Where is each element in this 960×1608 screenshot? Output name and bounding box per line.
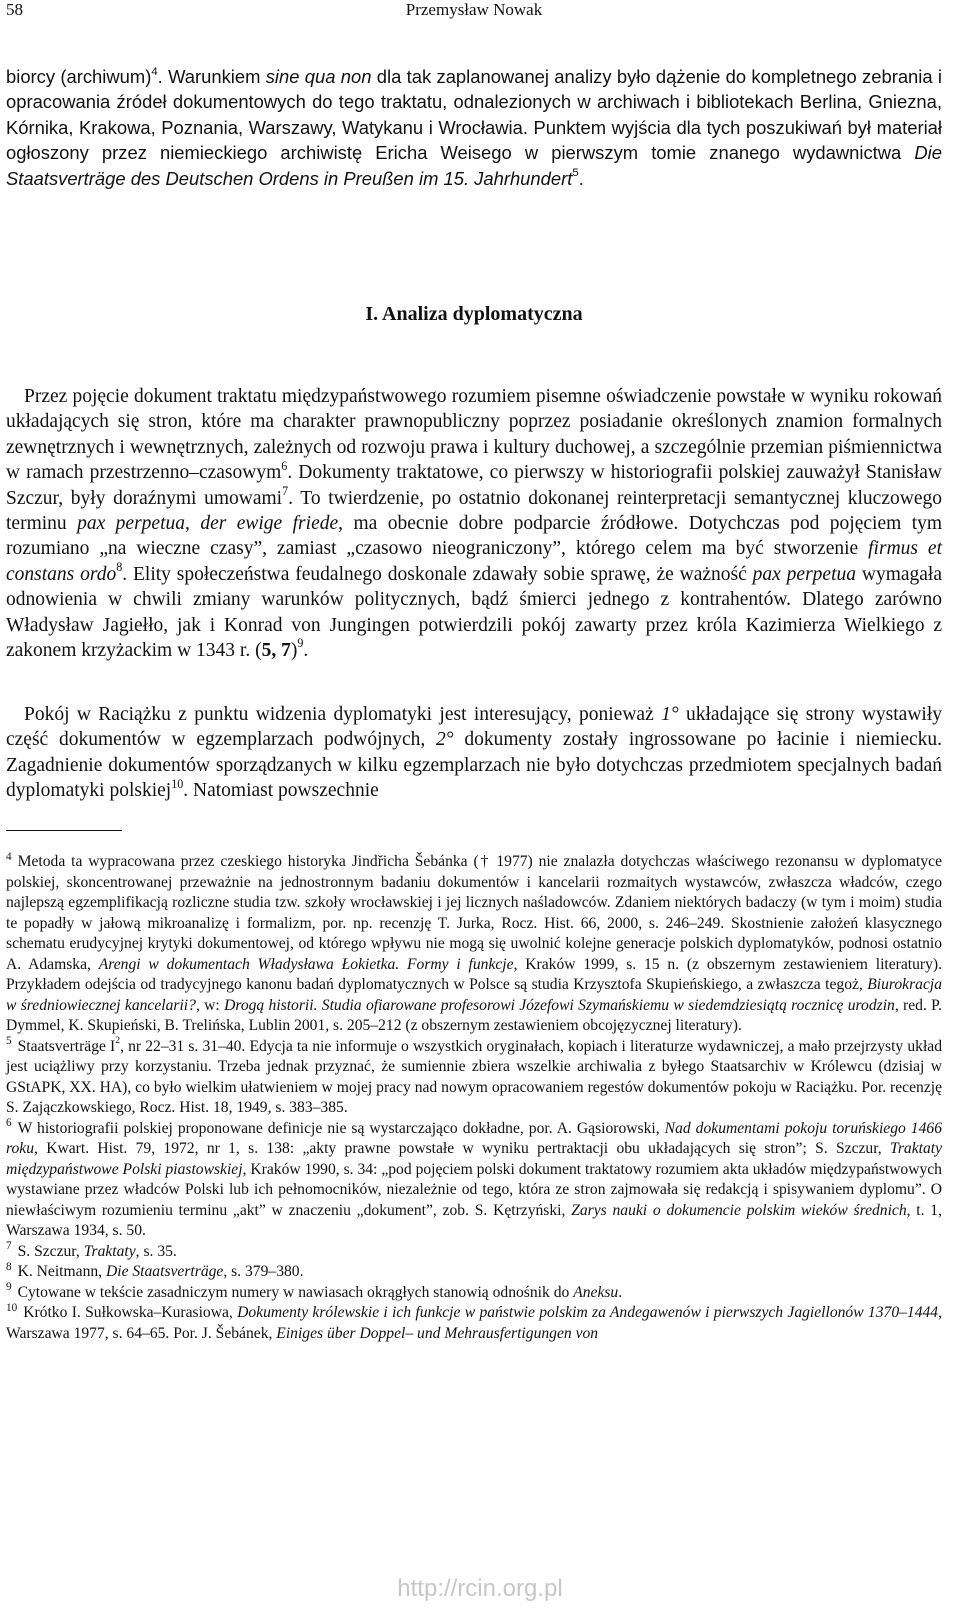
- footnote-ref-8[interactable]: 8: [116, 560, 123, 575]
- footnote-9: $^9$ Cytowane w tekście zasadniczym numery w nawiasach okrągłych stanowią odnośnik do Aneksu.: [6, 1281, 623, 1301]
- intro-paragraph: biorcy (archiwum)$^4$. Warunkiem sine qua non dla tak zaplanowanej analizy było dążenie do kompletnego zebrania i opracowania źródeł dokumentowych do tego traktatu, odnalezionych w archiwach i bibliotekach Berlina, Gniezna, Kórnika, Krakowa, Poznania, Warszawy, Watykanu i Wrocławia. Punktem wyjścia dla tych poszukiwań był materiał ogłoszony przez niemieckiego archiwistę Ericha Weisego w pierwszym tomie znanego wydawnictwa Die Staatsverträge des Deutschen Ordens in Preußen im 15. Jahrhundert$^5$.: [6, 65, 943, 189]
- footnote-7: $^7$ S. Szczur, Traktaty, s. 35.: [6, 1240, 177, 1260]
- page-header: [6, 0, 942, 24]
- footnote-ref-4[interactable]: 4: [151, 65, 158, 78]
- footnote-5: $^5$ Staatsverträge $I^2$, nr 22–31 s. 31–40. Edycja ta nie informuje o wszystkich oryginałach, kopiach i literaturze wydawniczej, a mało przejrzysty układ jest uciążliwy przy korzystaniu. Trzeba jednak przyznać, że sumiennie zbiera wszelkie archiwalia z byłego Staatsarchiv w Królewcu (dzisiaj w GStAPK, XX. HA), co było wielkim ułatwieniem w mojej pracy nad nowym opracowaniem regestów dokumentów pokoju w Raciążku. Por. recenzję S. Zajączkowskiego, Rocz. Hist. 18, 1949, s. 383–385.: [6, 1035, 942, 1116]
- footnote-6: $^6$ W historiografii polskiej proponowane definicje nie są wystarczająco dokładne, por. A. Gąsiorowski, Nad dokumentami pokoju toruńskiego 1466 roku, Kwart. Hist. 79, 1972, nr 1, s. 138: „akty prawne powstałe w wyniku pertraktacji obu układających się stron”; S. Szczur, Traktaty międzypaństwowe Polski piastowskiej, Kraków 1990, s. 34: „pod pojęciem polski dokument traktatowy rozumiem akta układów międzypaństwowych wystawiane przez władców Polski lub ich pełnomocników, niezależnie od tego, która ze stron zajmowała się redakcją i spisywaniem dyplomu”. O niewłaściwym rozumieniu terminu „akt” w znaczeniu „dokument”, zob. S. Kętrzyński, Zarys nauki o dokumencie polskim wieków średnich, t. 1, Warszawa 1934, s. 50.: [6, 1117, 943, 1239]
- footnote-4: $^4$ Metoda ta wypracowana przez czeskiego historyka Jindřicha Šebánka († 1977) nie znalazła dotychczas właściwego rezonansu w dyplomatyce polskiej, skoncentrowanej przeważnie na jednostronnym badaniu dokumentów i kancelarii rozmaitych wystawców, zwłaszcza władców, czego najlepszą egzemplifikacją rozliczne studia tzw. szkoły wrocławskiej i jej licznych naśladowców. Zdaniem niektórych badaczy (w tym i moim) studia te popadły w jałową mikroanalizę i formalizm, por. np. recenzję T. Jurka, Rocz. Hist. 66, 2000, s. 246–249. Skostnienie założeń klasycznego schematu erudycyjnej krytyki dokumentowej, od którego wpływu nie mogą się uwolnić kolejne generacje polskich dyplomatyków, podnosi ostatnio A. Adamska, Arengi w dokumentach Władysława Łokietka. Formy i funkcje, Kraków 1999, s. 15 n. (z obszernym zestawieniem literatury). Przykładem odejścia od tradycyjnego kanonu badań dyplomatycznych w Polsce są studia Krzysztofa Skupieńskiego, a zwłaszcza tegoż, Biurokracja w średniowiecznej kancelarii?, w: Drogą historii. Studia ofiarowane profesorowi Józefowi Szymańskiemu w siedemdziesiątą rocznicę urodzin, red. P. Dymmel, K. Skupieński, B. Trelińska, Lublin 2001, s. 205–212 (z obszernym zestawieniem obcojęzycznej literatury).: [6, 850, 943, 1034]
- page-number: 58: [6, 0, 23, 19]
- body-paragraph-1: Przez pojęcie dokument traktatu międzypaństwowego rozumiem pisemne oświadczenie powstałe w wyniku rokowań układających się stron, które ma charakter prawnopubliczny poprzez posiadanie określonych znamion formalnych zewnętrznych i wewnętrznych, zależnych od rozwoju prawa i kultury duchowej, a szczególnie przemian piśmiennictwa w ramach przestrzenno–czasowym$^6$. Dokumenty traktatowe, co pierwszy w historiografii polskiej zauważył Stanisław Szczur, były doraźnymi umowami$^7$. To twierdzenie, po ostatnio dokonanej reinterpretacji semantycznej kluczowego terminu pax perpetua, der ewige friede, ma obecnie dobre podparcie źródłowe. Dotychczas pod pojęciem tym rozumiano „na wieczne czasy”, zamiast „czasowo nieograniczony”, którego celem ma być stworzenie firmus et constans ordo$^8$. Elity społeczeństwa feudalnego doskonale zdawały sobie sprawę, że ważność pax perpetua wymagała odnowienia w chwili zmiany warunków politycznych, bądź śmierci jednego z kontrahentów. Dlatego zarówno Władysław Jagiełło, jak i Konrad von Jungingen potwierdzili pokój zawarty przez króla Kazimierza Wielkiego z zakonem krzyżackim w 1343 r. (5, 7)$^9$.: [6, 386, 943, 662]
- footnotes: [6, 852, 942, 1344]
- annex-reference[interactable]: 5, 7: [261, 640, 291, 662]
- source-watermark: http://rcin.org.pl: [397, 1575, 563, 1602]
- footnote-ref-6[interactable]: 6: [281, 458, 288, 473]
- running-head: Przemysław Nowak: [405, 0, 543, 19]
- footnote-divider: [6, 830, 122, 831]
- footnote-ref-7[interactable]: 7: [282, 483, 289, 498]
- footnote-8: $^8$ K. Neitmann, Die Staatsverträge, s. 379–380.: [6, 1260, 304, 1280]
- footnote-ref-9[interactable]: 9: [297, 636, 304, 651]
- footnote-ref-5[interactable]: 5: [572, 167, 579, 180]
- body-paragraph-2: Pokój w Raciążku z punktu widzenia dyplomatyki jest interesujący, ponieważ 1° układające się strony wystawiły część dokumentów w egzemplarzach podwójnych, 2° dokumenty zostały ingrossowane po łacinie i niemiecku. Zagadnienie dokumentów sporządzanych w kilku egzemplarzach nie było dotychczas przedmiotem specjalnych badań dyplomatyki polskiej$^{10}$. Natomiast powszechnie: [6, 704, 943, 802]
- footnote-10: $^{10}$ Krótko I. Sułkowska–Kurasiowa, Dokumenty królewskie i ich funkcje w państwie polskim za Andegawenów i pierwszych Jagiellonów 1370–1444, Warszawa 1977, s. 64–65. Por. J. Šebánek, Einiges über Doppel– und Mehrausfertigungen von: [6, 1301, 943, 1342]
- footnote-ref-10[interactable]: 10: [171, 776, 184, 791]
- section-heading: I. Analiza dyplomatyczna: [365, 303, 583, 325]
